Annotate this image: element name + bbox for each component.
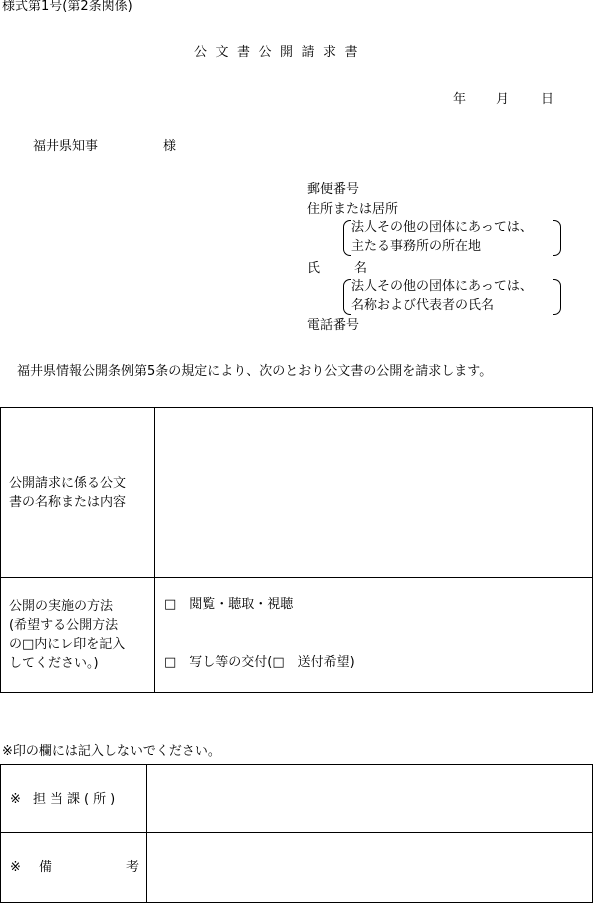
department-value-cell	[147, 765, 593, 833]
name-label-char2: 名	[354, 261, 368, 276]
date-month-label: 月	[496, 92, 510, 107]
department-label-cell	[1, 765, 147, 833]
document-name-label-cell	[1, 408, 155, 578]
right-bracket	[553, 279, 561, 315]
document-name-label-line1: 公開請求に係る公文	[9, 475, 127, 491]
honorific: 様	[163, 139, 177, 154]
address-note-line2: 主たる事務所の所在地	[351, 239, 482, 254]
date-day-label: 日	[541, 92, 555, 107]
remarks-row	[1, 833, 593, 903]
left-bracket	[343, 220, 351, 256]
disclosure-method-label-line4: してください。)	[9, 656, 99, 671]
remarks-label-char2: 考	[126, 860, 140, 875]
form-number-label: 様式第1号(第2条関係)	[2, 0, 133, 14]
intro-text: 福井県情報公開条例第5条の規定により、次のとおり公文書の公開を請求します。	[17, 364, 493, 379]
disclosure-method-row	[1, 578, 593, 693]
office-use-table	[0, 764, 593, 903]
document-name-label-line2: 書の名称または内容	[9, 494, 127, 510]
remarks-label-char1: 備	[39, 860, 53, 875]
address-note-line1: 法人その他の団体にあっては、	[351, 220, 533, 235]
name-note	[343, 279, 561, 315]
department-label: ※ 担当課(所)	[10, 792, 120, 807]
left-bracket	[343, 279, 351, 315]
name-note-line1: 法人その他の団体にあっては、	[351, 279, 533, 294]
name-label-char1: 氏	[307, 261, 321, 276]
address-label: 住所または居所	[307, 202, 399, 217]
document-name-row	[1, 408, 593, 578]
disclosure-method-options-cell	[155, 578, 593, 693]
remarks-value-cell	[147, 833, 593, 903]
disclosure-method-label-line1: 公開の実施の方法	[9, 599, 114, 614]
disclosure-method-label-cell	[1, 578, 155, 693]
remarks-label-cell	[1, 833, 147, 903]
office-use-note: ※印の欄には記入しないでください。	[2, 744, 221, 759]
remarks-mark: ※	[10, 860, 21, 875]
request-table	[0, 407, 593, 693]
disclosure-method-label-line2: (希望する公開方法	[9, 618, 119, 633]
disclosure-method-label-line3: の□内にレ印を記入	[9, 637, 126, 652]
date-year-label: 年	[453, 92, 467, 107]
option-inspection-checkbox[interactable]: □ 閲覧・聴取・視聴	[164, 597, 294, 612]
department-row	[1, 765, 593, 833]
name-note-line2: 名称および代表者の氏名	[351, 298, 495, 313]
address-note	[343, 220, 561, 256]
addressee: 福井県知事	[33, 139, 99, 154]
document-name-input-cell[interactable]	[155, 408, 593, 578]
right-bracket	[553, 220, 561, 256]
document-title: 公文書公開請求書	[194, 45, 367, 60]
postal-code-label: 郵便番号	[307, 182, 360, 197]
option-copy-delivery-checkbox[interactable]: □ 写し等の交付(□ 送付希望)	[164, 655, 355, 670]
phone-label: 電話番号	[307, 318, 360, 333]
